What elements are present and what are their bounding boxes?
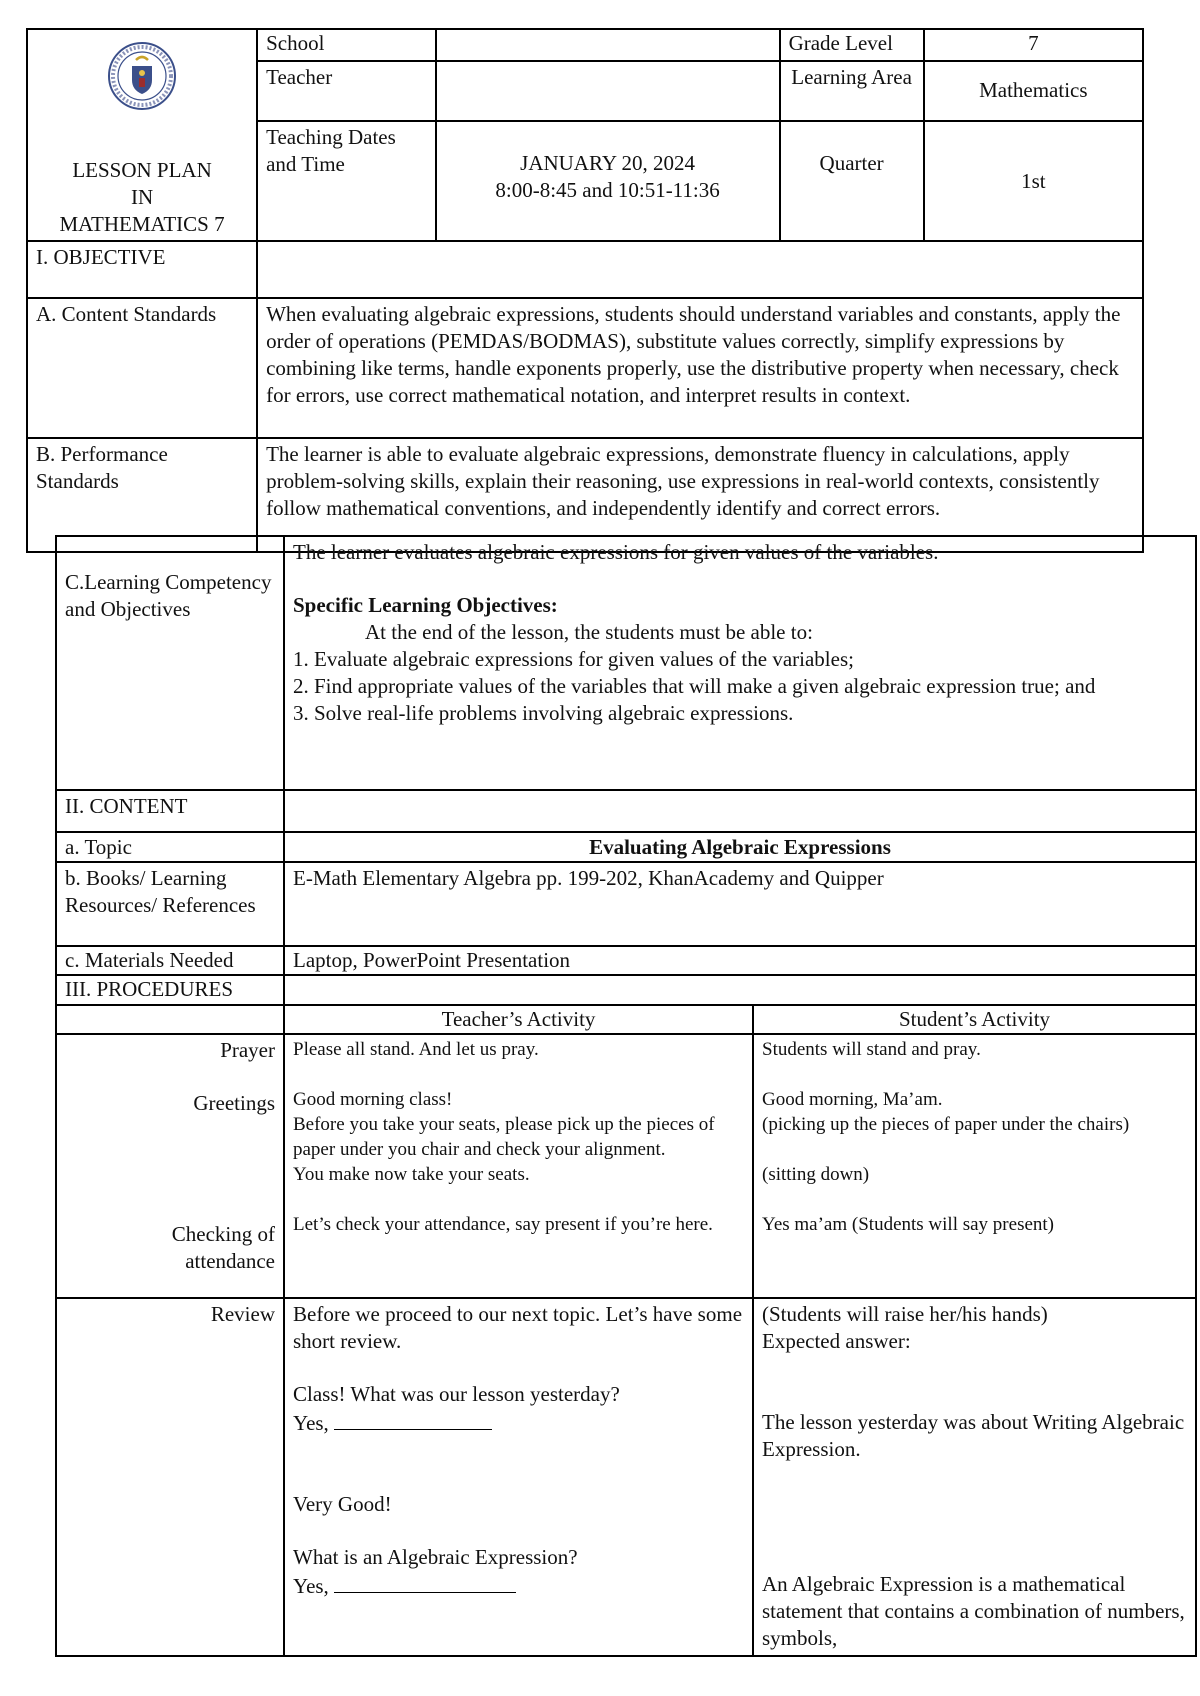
- topic-value: Evaluating Algebraic Expressions: [284, 832, 1196, 862]
- review-student-text-1: (Students will raise her/his hands): [762, 1302, 1048, 1326]
- books-value: E-Math Elementary Algebra pp. 199-202, KhanAcademy and Quipper: [284, 862, 1196, 946]
- topic-label: a. Topic: [56, 832, 284, 862]
- review-teacher-text-3: Yes,: [293, 1411, 329, 1435]
- opening-labels-cell: [56, 1034, 284, 1298]
- materials-label: c. Materials Needed: [56, 946, 284, 975]
- answer-blank: [334, 1571, 516, 1593]
- books-label: b. Books/ Learning Resources/ References: [56, 862, 284, 946]
- deped-seal-icon: [106, 40, 178, 112]
- prayer-student-text: Students will stand and pray.: [762, 1039, 981, 1060]
- dates-label: Teaching Dates and Time: [257, 121, 435, 241]
- grade-level-value: 7: [924, 29, 1143, 61]
- review-student-cell: [753, 1298, 1196, 1656]
- grade-level-label: Grade Level: [780, 29, 924, 61]
- learning-area-label: Learning Area: [780, 61, 924, 122]
- performance-standards-label: B. Performance Standards: [27, 438, 257, 552]
- learning-area-value: Mathematics: [924, 61, 1143, 122]
- competency-cell: [284, 536, 1196, 790]
- review-teacher-cell: [284, 1298, 753, 1656]
- objective-heading: I. OBJECTIVE: [27, 241, 257, 298]
- procedures-col-blank: [56, 1005, 284, 1034]
- date-value: JANUARY 20, 2024: [520, 151, 695, 176]
- quarter-label: Quarter: [780, 121, 924, 241]
- specific-objective-item: 1. Evaluate algebraic expressions for given values of the variables;: [293, 647, 854, 671]
- quarter-value: 1st: [924, 121, 1143, 241]
- content-blank: [284, 790, 1196, 832]
- specific-objectives-heading: Specific Learning Objectives:: [293, 593, 558, 617]
- school-label: School: [257, 29, 435, 61]
- greet-teacher-text-2: Before you take your seats, please pick up the pieces of paper under you chair and check your alignment.: [293, 1114, 715, 1160]
- specific-objective-item: 3. Solve real-life problems involving algebraic expressions.: [293, 701, 794, 725]
- review-student-text-4: An Algebraic Expression is a mathematical statement that contains a combination of numbers, symbols,: [762, 1572, 1185, 1650]
- attendance-teacher-text: Let’s check your attendance, say present if you’re here.: [293, 1214, 713, 1235]
- greet-student-text-2: (picking up the pieces of paper under the chairs): [762, 1114, 1130, 1135]
- content-standards-text: When evaluating algebraic expressions, students should understand variables and constants, apply the order of operations (PEMDAS/BODMAS), substitute values correctly, simplify expressions by combining like terms, handle exponents properly, use the distributive property when necessary, check for errors, use correct mathematical notation, and interpret results in context.: [257, 298, 1143, 438]
- materials-value: Laptop, PowerPoint Presentation: [284, 946, 1196, 975]
- student-activity-header: Student’s Activity: [753, 1005, 1196, 1034]
- teacher-value: [436, 61, 780, 122]
- review-teacher-text-1: Before we proceed to our next topic. Let’s have some short review.: [293, 1302, 743, 1353]
- review-student-text-2: Expected answer:: [762, 1329, 911, 1353]
- teacher-label: Teacher: [257, 61, 435, 122]
- objective-blank: [257, 241, 1143, 298]
- greet-teacher-text-3: You make now take your seats.: [293, 1164, 530, 1185]
- content-standards-label: A. Content Standards: [27, 298, 257, 438]
- opening-student-cell: [753, 1034, 1196, 1298]
- header-title-cell: [27, 29, 257, 241]
- title-line-2: IN: [130, 185, 154, 209]
- lesson-plan-header-table: [26, 28, 1144, 553]
- prayer-label: Prayer: [220, 1038, 275, 1062]
- review-teacher-text-4: Very Good!: [293, 1492, 392, 1516]
- greet-student-text-3: (sitting down): [762, 1164, 870, 1185]
- performance-standards-text: The learner is able to evaluate algebraic expressions, demonstrate fluency in calculations, apply problem-solving skills, explain their reasoning, use expressions in real-world contexts, consistently follow mathematical conventions, and independently identify and correct errors.: [257, 438, 1143, 552]
- school-value: [436, 29, 780, 61]
- greet-teacher-text-1: Good morning class!: [293, 1089, 453, 1110]
- lesson-plan-body-table: [55, 535, 1197, 1657]
- checking-attendance-label: Checking of attendance: [171, 1222, 275, 1273]
- answer-blank: [334, 1408, 492, 1430]
- competency-label: C.Learning Competency and Objectives: [56, 536, 284, 790]
- specific-objectives-intro: At the end of the lesson, the students must be able to:: [365, 620, 813, 644]
- procedures-heading: III. PROCEDURES: [56, 975, 284, 1005]
- procedures-blank: [284, 975, 1196, 1005]
- content-heading: II. CONTENT: [56, 790, 284, 832]
- review-student-text-3: The lesson yesterday was about Writing Algebraic Expression.: [762, 1410, 1185, 1461]
- review-teacher-text-6: Yes,: [293, 1574, 329, 1598]
- time-value: 8:00-8:45 and 10:51-11:36: [495, 178, 720, 203]
- specific-objective-item: 2. Find appropriate values of the variables that will make a given algebraic expression true; and: [293, 674, 1096, 698]
- title-line-1: LESSON PLAN: [72, 158, 212, 182]
- review-label: Review: [56, 1298, 284, 1656]
- review-teacher-answer-line: [293, 1571, 744, 1600]
- review-teacher-text-5: What is an Algebraic Expression?: [293, 1545, 578, 1569]
- greetings-label: Greetings: [193, 1091, 275, 1115]
- teacher-activity-header: Teacher’s Activity: [284, 1005, 753, 1034]
- review-teacher-answer-line: [293, 1408, 744, 1437]
- title-line-3: MATHEMATICS 7: [59, 212, 225, 236]
- prayer-teacher-text: Please all stand. And let us pray.: [293, 1039, 539, 1060]
- dates-value-cell: [436, 121, 780, 241]
- competency-text: The learner evaluates algebraic expressions for given values of the variables.: [293, 540, 939, 564]
- opening-teacher-cell: [284, 1034, 753, 1298]
- review-teacher-text-2: Class! What was our lesson yesterday?: [293, 1382, 620, 1406]
- greet-student-text-1: Good morning, Ma’am.: [762, 1089, 943, 1110]
- attendance-student-text: Yes ma’am (Students will say present): [762, 1214, 1055, 1235]
